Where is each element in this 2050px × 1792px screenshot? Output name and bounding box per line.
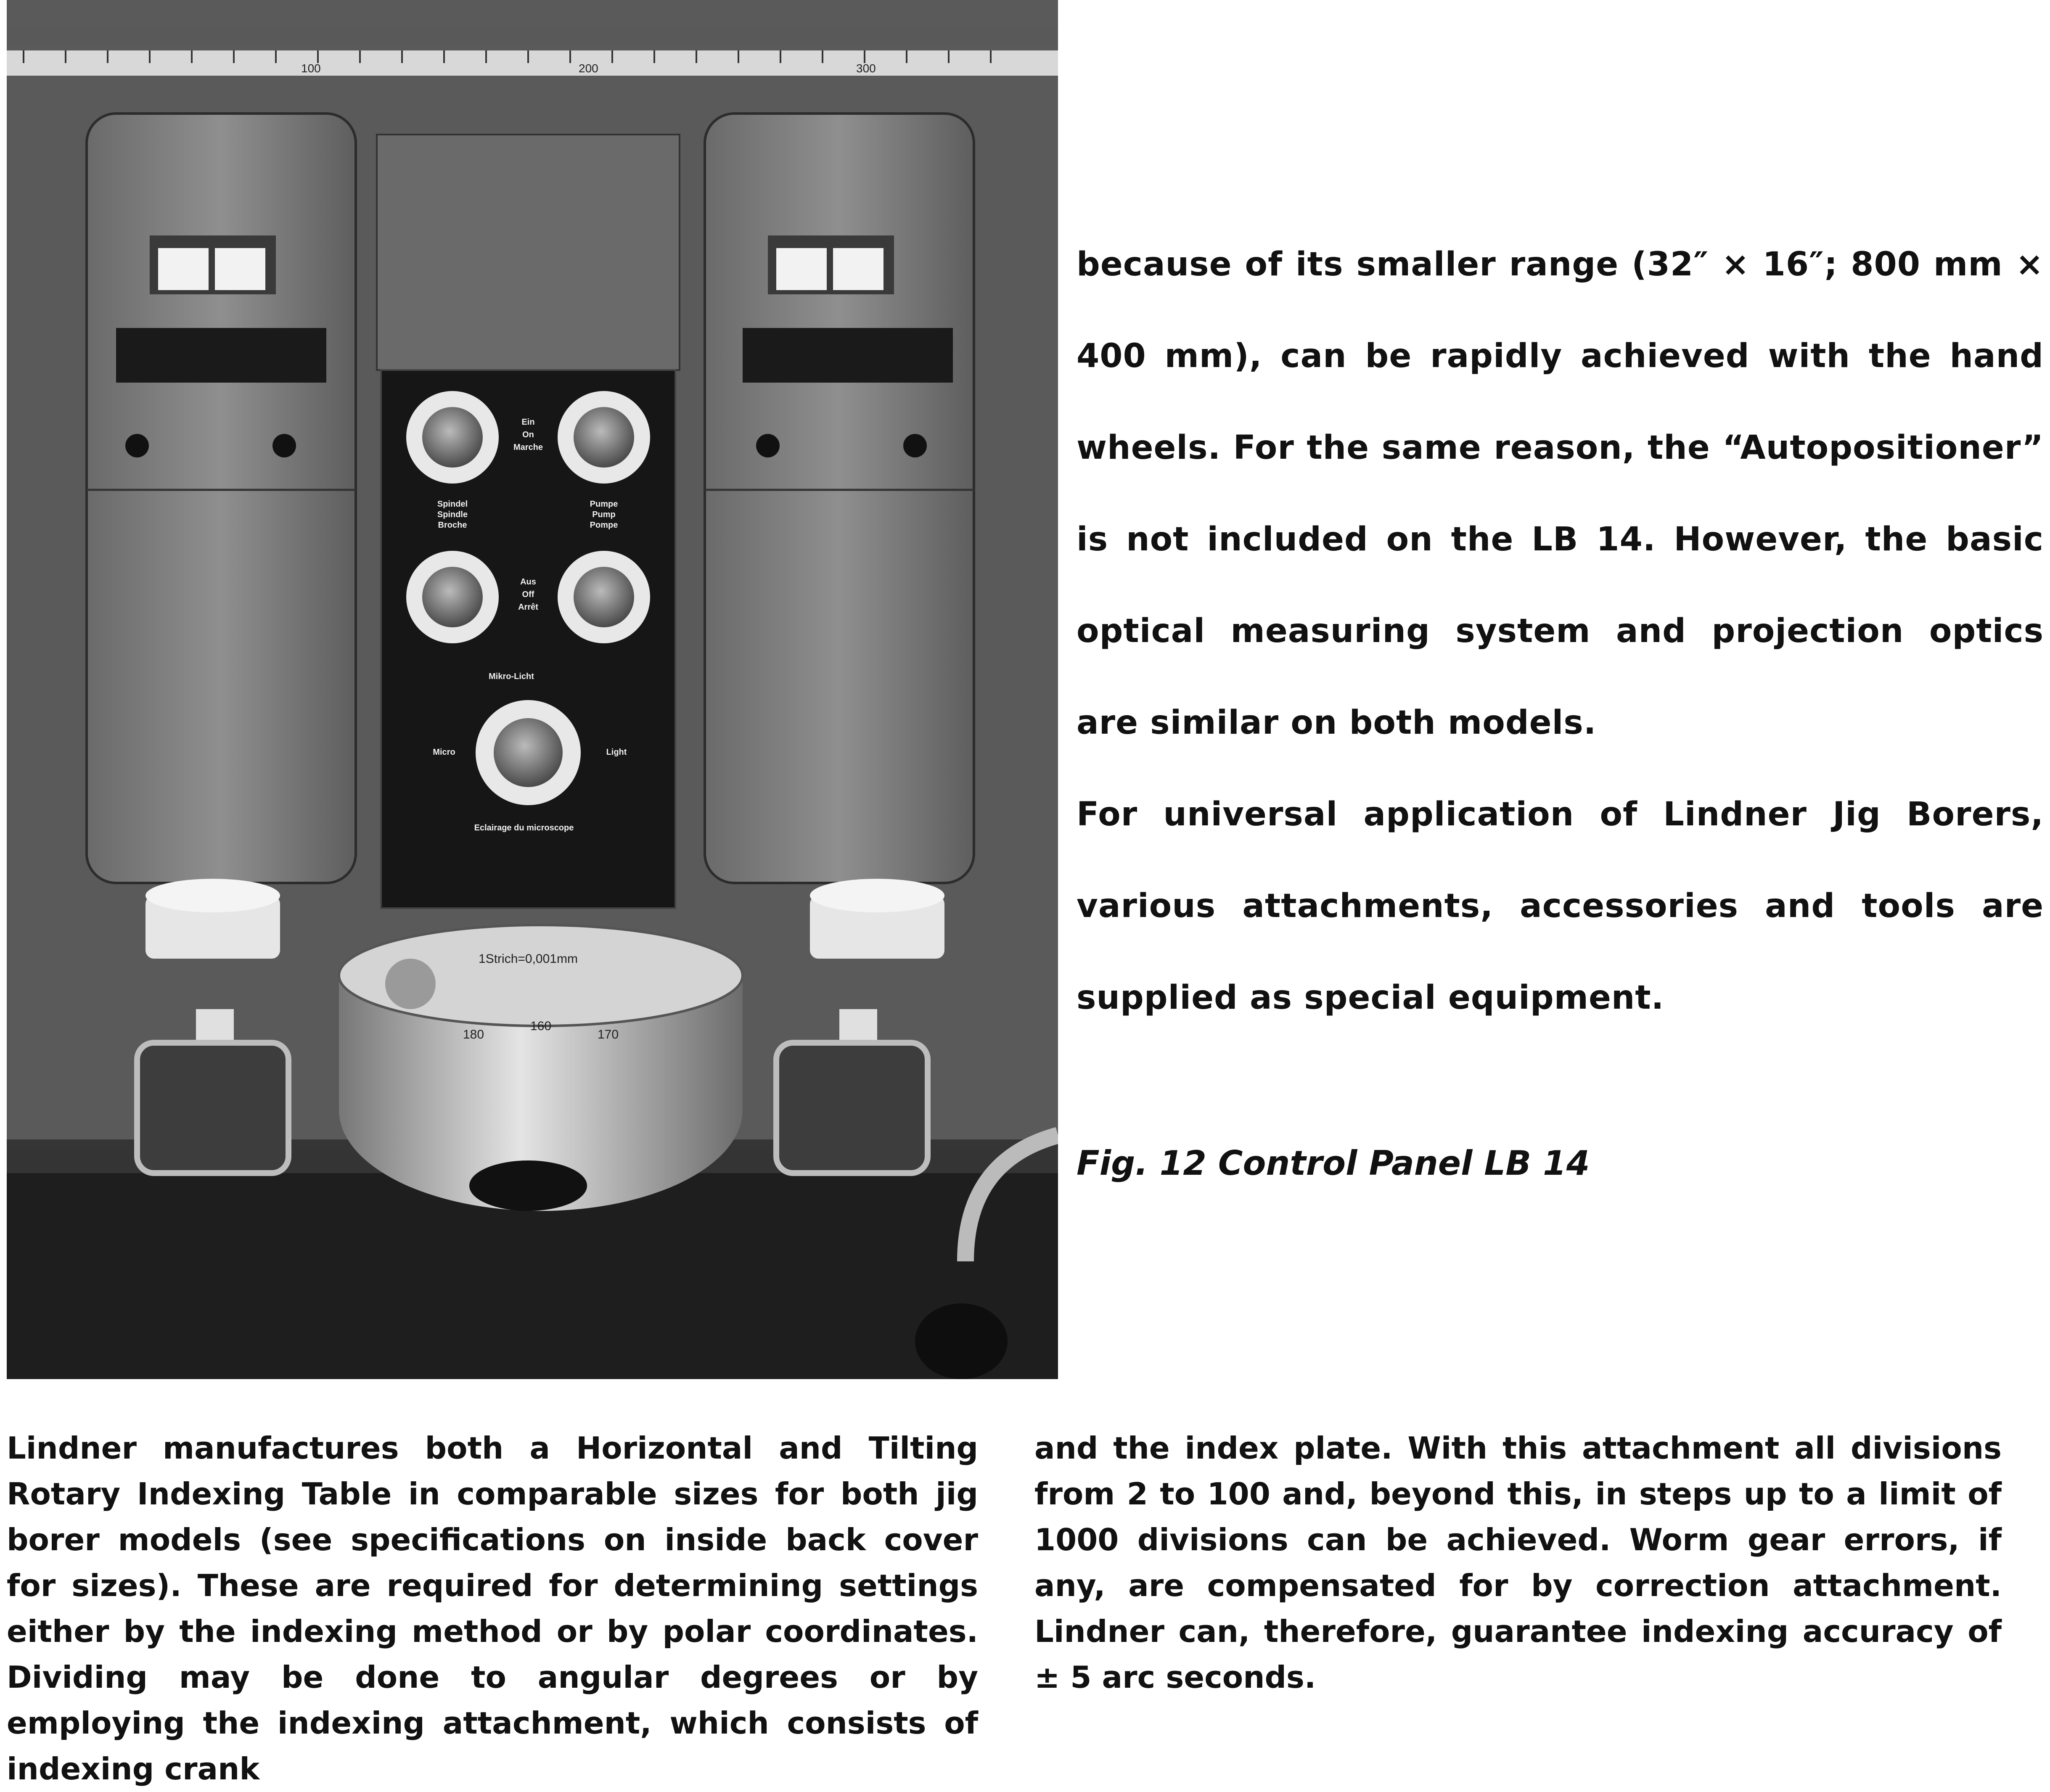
control-panel-photo <box>7 0 1058 1379</box>
pump-off-button[interactable] <box>558 551 650 643</box>
micro-light-knob[interactable] <box>476 700 581 805</box>
off-label-de: Aus <box>520 577 536 587</box>
right-column-text <box>1077 219 2044 1044</box>
off-label-en: Off <box>522 590 534 599</box>
figure-caption: Fig. 12 Control Panel LB 14 <box>1077 1144 1590 1183</box>
paragraph-attachments: For universal application of Lindner Jig Borers, various attachments, accessories and tools are supplied as special equipment. <box>1077 796 2044 1017</box>
off-label-fr: Arrêt <box>518 603 538 612</box>
spindle-label-fr: Broche <box>438 521 467 530</box>
dial-number-1: 180 <box>463 1028 484 1041</box>
dial-text: 1Strich=0,001mm <box>479 952 578 966</box>
scale-ruler <box>7 50 1058 76</box>
spindle-on-button[interactable] <box>406 391 499 484</box>
micro-light-right-label: Light <box>606 748 627 757</box>
micro-light-bottom-label: Eclairage du microscope <box>474 823 574 833</box>
on-label-fr: Marche <box>513 443 543 452</box>
bottom-right-paragraph: and the index plate. With this attachment all divisions from 2 to 100 and, beyond this, in steps up to a limit of 1000 divisions can be achieved. Worm gear errors, if any, are compensated for by correction attachment. Lindner can, therefore, guarantee indexing accuracy of ± 5 arc seconds. <box>1034 1430 2002 1695</box>
scale-label-100: 100 <box>301 62 321 75</box>
spindle-label-en: Spindle <box>437 510 468 519</box>
pump-label-en: Pump <box>592 510 616 519</box>
pump-on-button[interactable] <box>558 391 650 484</box>
micro-light-left-label: Micro <box>433 748 455 757</box>
control-plate <box>381 370 675 908</box>
micro-light-title: Mikro-Licht <box>489 672 534 681</box>
pump-label-de: Pumpe <box>590 500 618 509</box>
spindle-off-button[interactable] <box>406 551 499 643</box>
left-housing <box>87 114 356 883</box>
paragraph-range: because of its smaller range (32″ × 16″; 800 mm × 400 mm), can be rapidly achieved with the hand wheels. For the same reason, the “Autopositioner” is not included on the LB 14. However, the basic optical measuring system and projection optics are similar on both models. <box>1077 246 2044 742</box>
pump-label-fr: Pompe <box>590 521 618 530</box>
spindle-label-de: Spindel <box>437 500 468 509</box>
on-label-en: On <box>522 430 534 439</box>
dial-number-2: 160 <box>530 1019 552 1033</box>
on-label-de: Ein <box>521 418 535 427</box>
scale-label-300: 300 <box>856 62 876 75</box>
dial-number-3: 170 <box>597 1028 619 1041</box>
scale-label-200: 200 <box>579 62 598 75</box>
bottom-left-paragraph: Lindner manufactures both a Horizontal and Tilting Rotary Indexing Table in comparable sizes for both jig borer models (see specifications on inside back cover for sizes). These are required for determining settings either by the indexing method or by polar coordinates. Dividing may be done to angular degrees or by employing the indexing attachment, which consists of indexing crank <box>7 1430 978 1787</box>
right-housing <box>705 114 974 883</box>
central-dial-wheel[interactable] <box>339 925 743 1211</box>
